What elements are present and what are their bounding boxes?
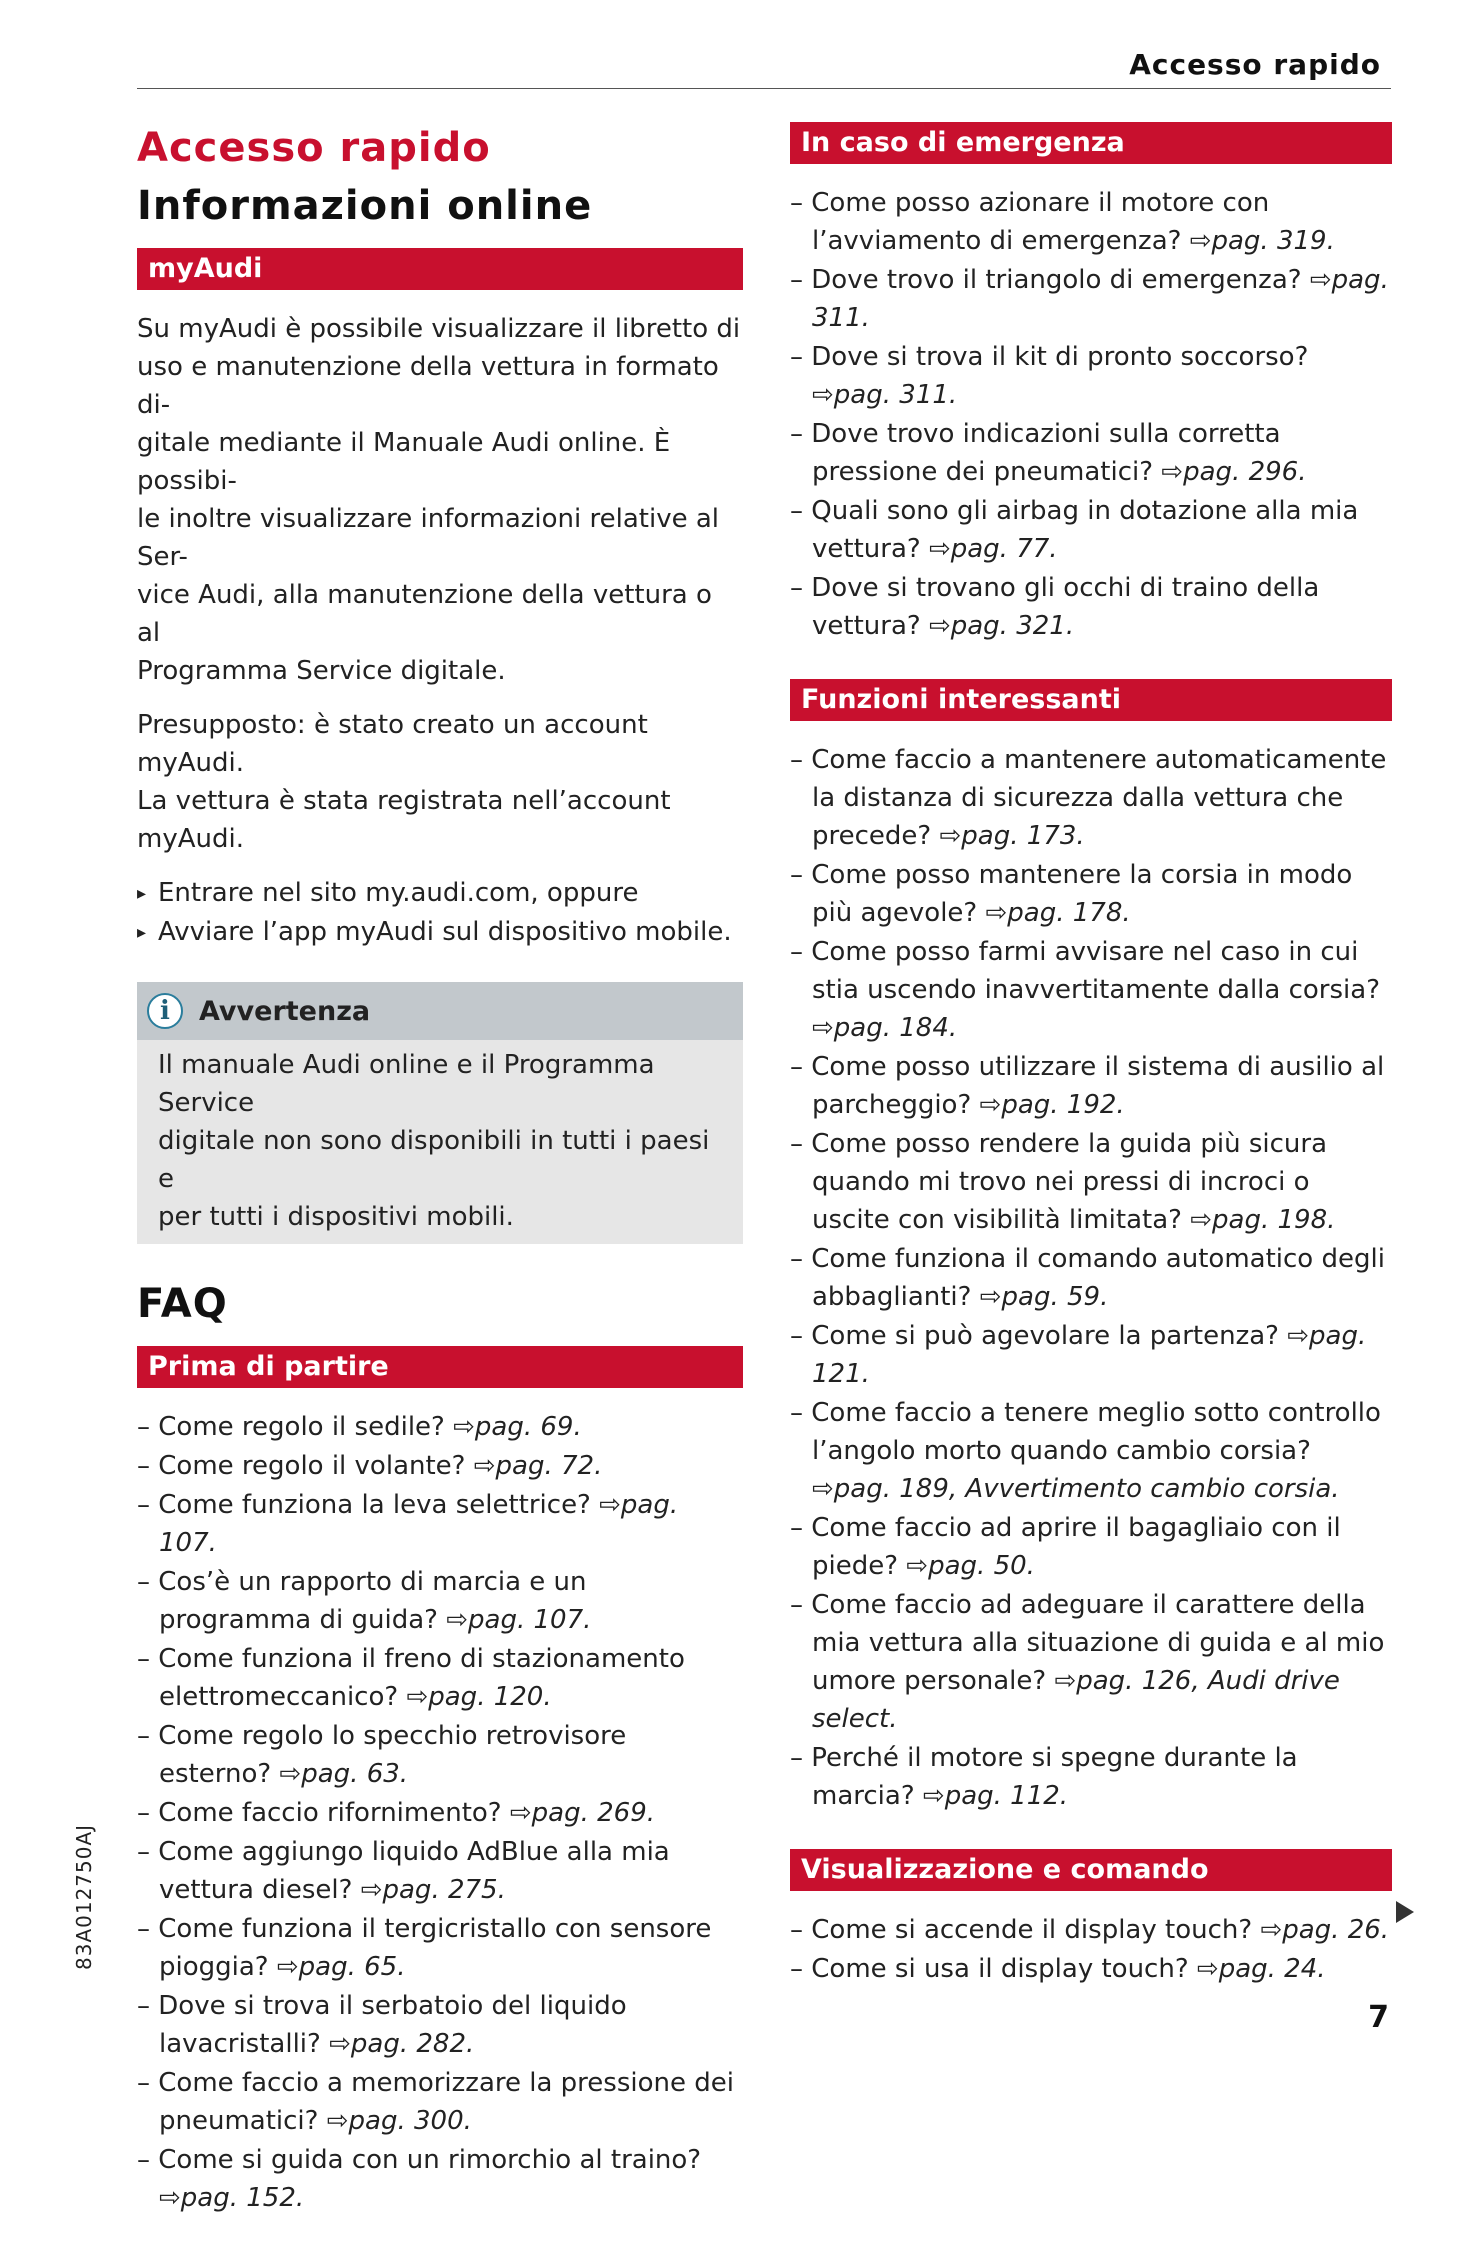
- faq-item: [790, 1911, 1392, 1949]
- faq-list-visualizzazione: [790, 1911, 1392, 1988]
- faq-question: Come posso utilizzare il sistema di ausilio al parcheggio?: [811, 1052, 1385, 1120]
- faq-item: [137, 1408, 743, 1446]
- page-reference-arrow-icon: ⇨: [922, 1781, 945, 1811]
- myaudi-description: [137, 310, 743, 690]
- faq-title: FAQ: [137, 1281, 228, 1327]
- triangle-bullet-icon: ▸: [137, 922, 147, 943]
- faq-question: Come funziona il comando automatico degli abbaglianti?: [811, 1244, 1385, 1312]
- page-reference-link[interactable]: pag. 26.: [1282, 1915, 1390, 1945]
- page-reference-arrow-icon: ⇨: [812, 380, 834, 410]
- page-reference-arrow-icon: ⇨: [939, 821, 962, 851]
- faq-question: Come funziona il freno di stazionamento elettromeccanico?: [158, 1644, 685, 1712]
- dash-bullet: –: [790, 1915, 803, 1945]
- faq-question: Come posso farmi avvisare nel caso in cui stia uscendo inavvertitamente dalla corsia?: [811, 937, 1381, 1005]
- section-title-online: Informazioni online: [137, 183, 593, 229]
- page-reference-arrow-icon: ⇨: [812, 1013, 834, 1043]
- page-reference-arrow-icon: ⇨: [406, 1682, 429, 1712]
- step-item: [137, 874, 743, 913]
- right-column: [790, 122, 1392, 2022]
- faq-question: Come faccio rifornimento?: [158, 1798, 502, 1828]
- running-header: Accesso rapido: [1129, 48, 1381, 81]
- faq-item: [137, 1794, 743, 1832]
- dash-bullet: –: [790, 573, 803, 603]
- dash-bullet: –: [790, 1513, 803, 1543]
- page-reference-link[interactable]: pag. 120.: [428, 1682, 552, 1712]
- page-reference-link[interactable]: pag. 65.: [298, 1952, 406, 1982]
- page-reference-arrow-icon: ⇨: [599, 1490, 621, 1520]
- next-page-arrow-icon: [1396, 1901, 1414, 1923]
- faq-question: Come si accende il display touch?: [811, 1915, 1253, 1945]
- page-reference-link[interactable]: pag. 112.: [944, 1781, 1069, 1811]
- dash-bullet: –: [790, 937, 803, 967]
- page-reference-link[interactable]: pag. 319.: [1211, 226, 1335, 256]
- faq-item: [790, 415, 1392, 491]
- faq-question: Come si usa il display touch?: [811, 1954, 1189, 1984]
- faq-question: Perché il motore si spegne durante la marcia?: [811, 1743, 1298, 1811]
- dash-bullet: –: [137, 1567, 150, 1597]
- page-reference-arrow-icon: ⇨: [979, 1090, 1002, 1120]
- dash-bullet: –: [137, 1412, 150, 1442]
- text-line: uso e manutenzione della vettura in formato di-: [137, 352, 719, 420]
- dash-bullet: –: [790, 342, 803, 372]
- text-line: Programma Service digitale.: [137, 656, 506, 686]
- text-line: per tutti i dispositivi mobili.: [158, 1202, 514, 1232]
- faq-item: [137, 1563, 743, 1639]
- faq-item: [790, 1509, 1392, 1585]
- dash-bullet: –: [790, 188, 803, 218]
- dash-bullet: –: [137, 2068, 150, 2098]
- page-reference-arrow-icon: ⇨: [812, 1474, 834, 1504]
- chapter-title: Accesso rapido: [137, 125, 491, 171]
- page-reference-link[interactable]: pag. 184.: [833, 1013, 958, 1043]
- faq-question: Come posso mantenere la corsia in modo più agevole?: [811, 860, 1353, 928]
- dash-bullet: –: [790, 1244, 803, 1274]
- faq-item: [790, 856, 1392, 932]
- myaudi-steps: [137, 874, 743, 952]
- left-column: [137, 122, 743, 2251]
- faq-list-prima: [137, 1408, 743, 2217]
- faq-item: [137, 1447, 743, 1485]
- section-heading-emergenza: In caso di emergenza: [790, 122, 1392, 164]
- note-title: Avvertenza: [199, 995, 371, 1027]
- faq-item: [790, 569, 1392, 645]
- dash-bullet: –: [790, 496, 803, 526]
- page-reference-arrow-icon: ⇨: [906, 1551, 929, 1581]
- faq-question: Come funziona il tergicristallo con sensore pioggia?: [158, 1914, 712, 1982]
- page-reference-link[interactable]: pag. 189, Avvertimento cambio corsia.: [833, 1474, 1340, 1504]
- page-reference-arrow-icon: ⇨: [279, 1759, 302, 1789]
- faq-item: [790, 1950, 1392, 1988]
- page-reference-link[interactable]: pag. 63.: [301, 1759, 409, 1789]
- faq-list-funzioni: [790, 741, 1392, 1815]
- step-text: Entrare nel sito my.audi.com, oppure: [158, 878, 639, 908]
- faq-item: [790, 933, 1392, 1047]
- page-reference-arrow-icon: ⇨: [360, 1875, 383, 1905]
- page-reference-arrow-icon: ⇨: [928, 611, 951, 641]
- faq-item: [790, 1240, 1392, 1316]
- note-box: [137, 982, 743, 1244]
- dash-bullet: –: [137, 1991, 150, 2021]
- page-reference-arrow-icon: ⇨: [979, 1282, 1002, 1312]
- text-line: Su myAudi è possibile visualizzare il libretto di: [137, 314, 741, 344]
- faq-item: [137, 1833, 743, 1909]
- page-reference-arrow-icon: ⇨: [473, 1451, 496, 1481]
- page-reference-arrow-icon: ⇨: [276, 1952, 299, 1982]
- faq-item: [137, 2064, 743, 2140]
- document-code: 83A012750AJ: [72, 1823, 96, 1970]
- section-heading-funzioni: Funzioni interessanti: [790, 679, 1392, 721]
- page-reference-arrow-icon: ⇨: [1189, 226, 1212, 256]
- text-line: La vettura è stata registrata nell’account myAudi.: [137, 786, 671, 854]
- dash-bullet: –: [790, 265, 803, 295]
- faq-item: [790, 1048, 1392, 1124]
- dash-bullet: –: [790, 1321, 803, 1351]
- page-reference-link[interactable]: pag. 126, Audi drive select.: [812, 1666, 1340, 1734]
- faq-item: [790, 1125, 1392, 1239]
- section-heading-prima: Prima di partire: [137, 1346, 743, 1388]
- text-line: Presupposto: è stato creato un account myAudi.: [137, 710, 648, 778]
- dash-bullet: –: [137, 1798, 150, 1828]
- dash-bullet: –: [790, 1052, 803, 1082]
- faq-question: Come si può agevolare la partenza?: [811, 1321, 1279, 1351]
- faq-question: Come faccio a mantenere automaticamente la distanza di sicurezza dalla vettura che precede?: [811, 745, 1387, 851]
- header-rule: [137, 88, 1391, 89]
- page-reference-arrow-icon: ⇨: [1161, 457, 1184, 487]
- page-reference-link[interactable]: pag. 311.: [833, 380, 958, 410]
- faq-item: [790, 1394, 1392, 1508]
- dash-bullet: –: [790, 860, 803, 890]
- page-reference-arrow-icon: ⇨: [329, 2029, 351, 2059]
- text-line: le inoltre visualizzare informazioni relative al Ser-: [137, 504, 720, 572]
- dash-bullet: –: [137, 1721, 150, 1751]
- page-reference-link[interactable]: pag. 107.: [159, 1490, 679, 1558]
- faq-question: Come posso rendere la guida più sicura quando mi trovo nei pressi di incroci o uscite con visibilità limitata?: [811, 1129, 1328, 1235]
- page-reference-arrow-icon: ⇨: [1054, 1666, 1077, 1696]
- dash-bullet: –: [790, 1398, 803, 1428]
- page-reference-link[interactable]: pag. 121.: [812, 1321, 1367, 1389]
- faq-item: [137, 1717, 743, 1793]
- page-reference-link[interactable]: pag. 311.: [812, 265, 1389, 333]
- page-reference-arrow-icon: ⇨: [1190, 1205, 1213, 1235]
- dash-bullet: –: [790, 1743, 803, 1773]
- faq-question: Come regolo il sedile?: [158, 1412, 445, 1442]
- faq-question: Cos’è un rapporto di marcia e un programma di guida?: [158, 1567, 587, 1635]
- page-reference-arrow-icon: ⇨: [1196, 1954, 1219, 1984]
- text-line: Il manuale Audi online e il Programma Service: [158, 1050, 655, 1118]
- dash-bullet: –: [137, 2145, 150, 2175]
- faq-item: [790, 1317, 1392, 1393]
- faq-item: [790, 741, 1392, 855]
- dash-bullet: –: [137, 1837, 150, 1867]
- section-heading-visualizzazione: Visualizzazione e comando: [790, 1849, 1392, 1891]
- page-reference-link[interactable]: pag. 152.: [180, 2183, 305, 2213]
- page-reference-link[interactable]: pag. 275.: [382, 1875, 506, 1905]
- myaudi-prerequisite: [137, 706, 743, 858]
- faq-question: Dove si trova il kit di pronto soccorso?: [811, 342, 1309, 372]
- faq-question: Come funziona la leva selettrice?: [158, 1490, 591, 1520]
- faq-question: Dove si trovano gli occhi di traino della vettura?: [811, 573, 1320, 641]
- page-reference-link[interactable]: pag. 296.: [1183, 457, 1307, 487]
- text-line: vice Audi, alla manutenzione della vettura o al: [137, 580, 712, 648]
- dash-bullet: –: [790, 745, 803, 775]
- faq-item: [137, 1987, 743, 2063]
- faq-list-emergenza: [790, 184, 1392, 645]
- faq-question: Come posso azionare il motore con l’avviamento di emergenza?: [811, 188, 1270, 256]
- faq-question: Come regolo lo specchio retrovisore esterno?: [158, 1721, 627, 1789]
- page-reference-arrow-icon: ⇨: [1260, 1915, 1283, 1945]
- page-reference-link[interactable]: pag. 50.: [928, 1551, 1035, 1581]
- page-reference-arrow-icon: ⇨: [1309, 265, 1332, 295]
- page-reference-link[interactable]: pag. 198.: [1212, 1205, 1336, 1235]
- page-number: 7: [1368, 2000, 1389, 2035]
- dash-bullet: –: [790, 1954, 803, 1984]
- page-reference-link[interactable]: pag. 300.: [348, 2106, 472, 2136]
- faq-item: [137, 1910, 743, 1986]
- dash-bullet: –: [790, 1129, 803, 1159]
- text-line: digitale non sono disponibili in tutti i paesi e: [158, 1126, 710, 1194]
- page-reference-link[interactable]: pag. 72.: [495, 1451, 603, 1481]
- note-header: [137, 982, 743, 1040]
- page-reference-link[interactable]: pag. 178.: [1007, 898, 1131, 928]
- page-reference-arrow-icon: ⇨: [326, 2106, 349, 2136]
- page-reference-arrow-icon: ⇨: [446, 1605, 469, 1635]
- faq-item: [137, 2141, 743, 2217]
- info-icon: i: [147, 993, 183, 1029]
- faq-question: Dove si trova il serbatoio del liquido lavacristalli?: [158, 1991, 627, 2059]
- step-item: [137, 913, 743, 952]
- faq-question: Dove trovo indicazioni sulla corretta pressione dei pneumatici?: [811, 419, 1281, 487]
- page-reference-arrow-icon: ⇨: [159, 2183, 181, 2213]
- faq-item: [790, 1586, 1392, 1738]
- dash-bullet: –: [790, 1590, 803, 1620]
- faq-item: [137, 1640, 743, 1716]
- page-reference-arrow-icon: ⇨: [928, 534, 951, 564]
- triangle-bullet-icon: ▸: [137, 883, 147, 904]
- page-reference-link[interactable]: pag. 282.: [350, 2029, 475, 2059]
- faq-question: Come aggiungo liquido AdBlue alla mia vettura diesel?: [158, 1837, 670, 1905]
- faq-item: [790, 492, 1392, 568]
- page-reference-link[interactable]: pag. 59.: [1001, 1282, 1109, 1312]
- faq-question: Come faccio a memorizzare la pressione dei pneumatici?: [158, 2068, 734, 2136]
- faq-item: [137, 1486, 743, 1562]
- note-body: [137, 1040, 743, 1244]
- page-reference-link[interactable]: pag. 321.: [950, 611, 1075, 641]
- text-line: gitale mediante il Manuale Audi online. È possibi-: [137, 428, 671, 496]
- faq-question: Come si guida con un rimorchio al traino?: [158, 2145, 702, 2175]
- dash-bullet: –: [137, 1644, 150, 1674]
- page-reference-arrow-icon: ⇨: [985, 898, 1008, 928]
- faq-item: [790, 338, 1392, 414]
- page-reference-link[interactable]: pag. 173.: [961, 821, 1085, 851]
- page-reference-link[interactable]: pag. 192.: [1001, 1090, 1125, 1120]
- faq-question: Come faccio ad adeguare il carattere della mia vettura alla situazione di guida e al mio umore personale?: [811, 1590, 1385, 1696]
- faq-question: Come faccio a tenere meglio sotto controllo l’angolo morto quando cambio corsia?: [811, 1398, 1381, 1466]
- faq-question: Come regolo il volante?: [158, 1451, 466, 1481]
- page-reference-link[interactable]: pag. 24.: [1218, 1954, 1326, 1984]
- page-reference-link[interactable]: pag. 107.: [468, 1605, 592, 1635]
- faq-item: [790, 184, 1392, 260]
- dash-bullet: –: [137, 1490, 150, 1520]
- step-text: Avviare l’app myAudi sul dispositivo mobile.: [158, 917, 732, 947]
- page-reference-link[interactable]: pag. 269.: [531, 1798, 656, 1828]
- dash-bullet: –: [790, 419, 803, 449]
- page-reference-arrow-icon: ⇨: [1287, 1321, 1310, 1351]
- page-reference-arrow-icon: ⇨: [453, 1412, 475, 1442]
- dash-bullet: –: [137, 1451, 150, 1481]
- page-reference-arrow-icon: ⇨: [509, 1798, 532, 1828]
- section-heading-myaudi: myAudi: [137, 248, 743, 290]
- faq-item: [790, 1739, 1392, 1815]
- faq-question: Come faccio ad aprire il bagagliaio con il piede?: [811, 1513, 1341, 1581]
- page-reference-link[interactable]: pag. 69.: [474, 1412, 582, 1442]
- page-reference-link[interactable]: pag. 77.: [950, 534, 1058, 564]
- faq-item: [790, 261, 1392, 337]
- dash-bullet: –: [137, 1914, 150, 1944]
- faq-question: Dove trovo il triangolo di emergenza?: [811, 265, 1302, 295]
- faq-question: Quali sono gli airbag in dotazione alla mia vettura?: [811, 496, 1359, 564]
